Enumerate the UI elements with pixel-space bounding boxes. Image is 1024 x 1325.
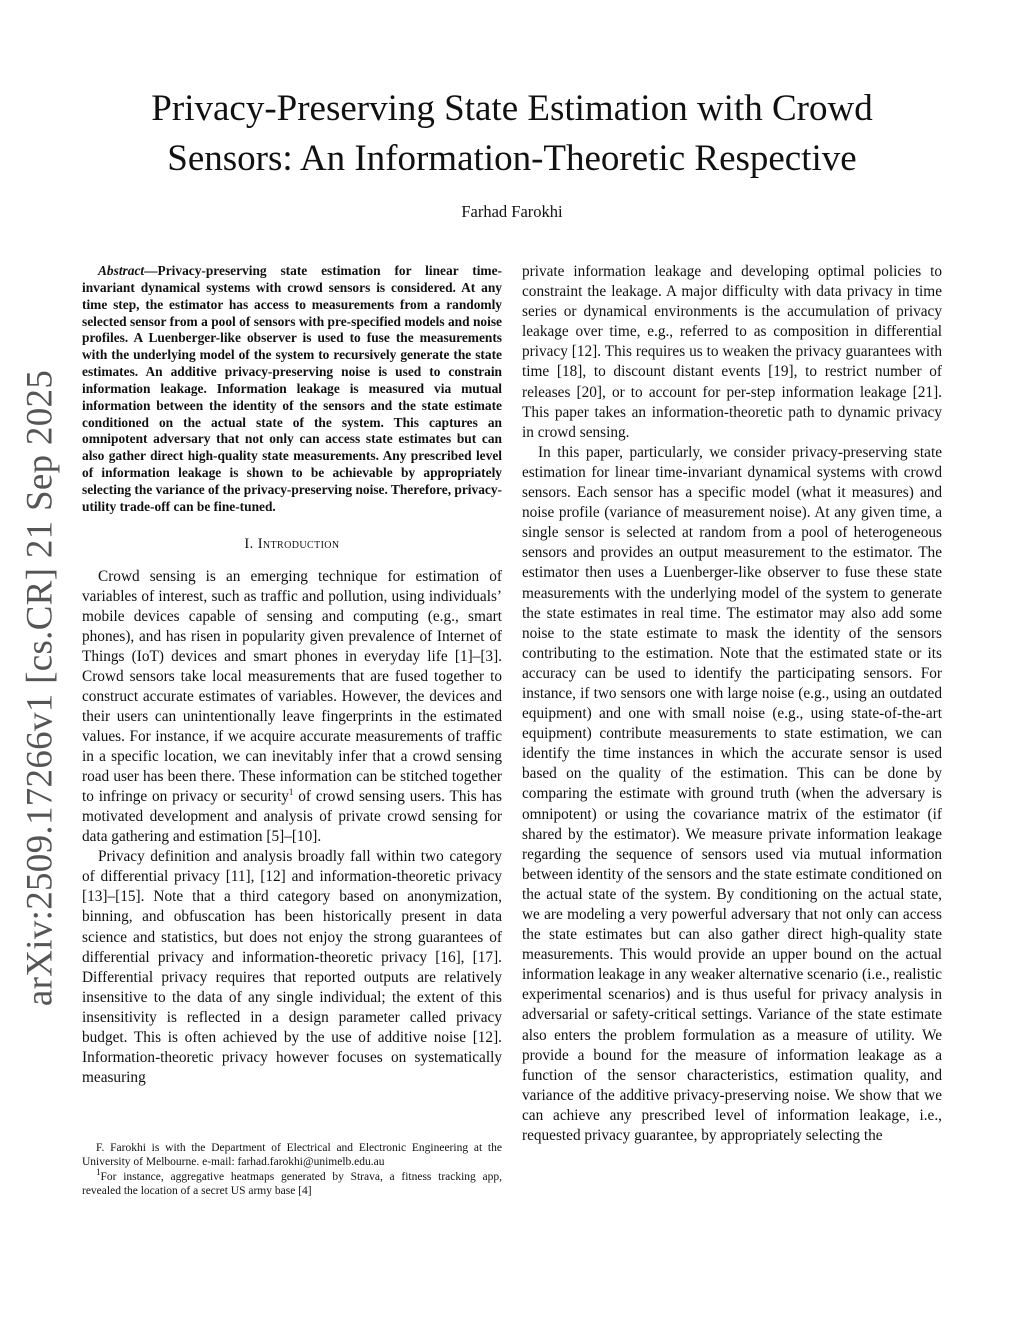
abstract-label: Abstract xyxy=(98,263,145,278)
footnote-1-text: For instance, aggregative heatmaps generated by Strava, a fitness tracking app, revealed the location of a secret US army base [4] xyxy=(82,1170,502,1197)
paper-title xyxy=(80,84,944,184)
section-title: Introduction xyxy=(257,535,340,552)
intro-paragraph-4: In this paper, particularly, we consider privacy-preserving state estimation for linear time-invariant dynamical systems with crowd sensors. Each sensor has a specific model (what it measures) and noise profile (variance of measurement noise). At any given time, a single sensor is selected at random from a pool of heterogeneous sensors and provides an output measurement to the estimator. The estimator then uses a Luenberger-like observer to fuse these state measurements with the underlying model of the system to generate the state estimates in real time. The estimator may also add some noise to the state estimate to mask the identity of the sensors contributing to the estimation. Note that the estimated state or its accuracy can be used to identify the participating sensors. For instance, if two sensors one with large noise (e.g., using an outdated equipment) and one with small noise (e.g., using state-of-the-art equipment) contribute measurements to state estimation, we can identify the time instances in which the accurate sensor is used based on the quality of the estimation. This can be done by comparing the estimate with ground truth (when the adversary is omnipotent) or using the covariance matrix of the estimator (if shared by the estimator). We measure private information leakage regarding the sequence of sensors used via mutual information between identity of the sensors and the state estimate conditioned on the actual state of the system. By conditioning on the actual state, we are modeling a very powerful adversary that not only can access the state estimates but can also gather direct high-quality state measurements. This would provide an upper bound on the actual information leakage in any weaker alternative scenario (i.e., realistic experimental scenarios) and is thus useful for privacy analysis in adversarial or safety-critical settings. Variance of the state estimate also enters the problem formulation as a measure of utility. We provide a bound for the measure of information leakage as a function of the sensor characteristics, estimation quality, and variance of the additive privacy-preserving noise. We show that we can achieve any prescribed level of information leakage, i.e., requested privacy guarantee, by appropriately selecting the xyxy=(522,443,942,1145)
intro-paragraph-1 xyxy=(82,567,502,848)
title-line-1: Privacy-Preserving State Estimation with Crowd xyxy=(151,88,873,129)
arxiv-identifier-stamp: arXiv:2509.17266v1 [cs.CR] 21 Sep 2025 xyxy=(19,369,61,1007)
right-column xyxy=(522,262,942,1146)
footnotes xyxy=(82,1141,502,1198)
affiliation-footnote: F. Farokhi is with the Department of Electrical and Electronic Engineering at the University of Melbourne. e-mail: farhad.farokhi@unimelb.edu.au xyxy=(82,1142,502,1169)
intro-p1-text-b: of crowd sensing users. This has motivated development and analysis of private crowd sensing for data gathering and estimation [5]–[10]. xyxy=(82,788,502,846)
abstract xyxy=(82,263,502,516)
footnote-ref-1: 1 xyxy=(288,787,294,798)
section-number: I. xyxy=(244,535,258,552)
section-heading-introduction xyxy=(82,536,502,553)
abstract-text: —Privacy-preserving state estimation for linear time-invariant dynamical systems with crowd sensors is considered. At any time step, the estimator has access to measurements from a randomly selected sensor from a pool of sensors with pre-specified models and noise profiles. A Luenberger-like observer is used to fuse the measurements with the underlying model of the system to recursively generate the state estimates. An additive privacy-preserving noise is used to constrain information leakage. Information leakage is measured via mutual information between the identity of the sensors and the state estimate conditioned on the actual state of the system. This captures an omnipotent adversary that not only can access state estimates but can also gather direct high-quality state measurements. Any prescribed level of information leakage is shown to be achievable by appropriately selecting the variance of the privacy-preserving noise. Therefore, privacy-utility trade-off can be fine-tuned. xyxy=(82,263,502,514)
left-column xyxy=(82,263,502,1088)
intro-paragraph-2: Privacy definition and analysis broadly fall within two category of differential privacy [11], [12] and information-theoretic privacy [13]–[15]. Note that a third category based on anonymization, binning, and obfuscation has been historically present in data science and statistics, but does not enjoy the strong guarantees of differential privacy and information-theoretic privacy [16], [17]. Differential privacy requires that reported outputs are relatively insensitive to the data of any single individual; the extent of this insensitivity is reflected in a design parameter called privacy budget. This is often achieved by the use of additive noise [12]. Information-theoretic privacy however focuses on systematically measuring xyxy=(82,848,502,1086)
footnote-1 xyxy=(82,1166,502,1199)
footnote-1-mark: 1 xyxy=(96,1166,101,1177)
intro-paragraph-3: private information leakage and developing optimal policies to constraint the leakage. A major difficulty with data privacy in time series or dynamical environments is the accumulation of privacy leakage over time, e.g., referred to as composition in differential privacy [12]. This requires us to weaken the privacy guarantees with time [18], to discount distant events [19], to restrict number of releases [20], or to account for per-step information leakage [21]. This paper takes an information-theoretic path to dynamic privacy in crowd sensing. xyxy=(522,263,942,441)
intro-p1-text-a: Crowd sensing is an emerging technique for estimation of variables of interest, such as traffic and pollution, using individuals’ mobile devices capable of sensing and computing (e.g., smart phones), and has risen in popularity given prevalence of Internet of Things (IoT) devices and smart phones in everyday life [1]–[3]. Crowd sensors take local measurements that are fused together to construct accurate estimates of variables. However, the devices and their users can unintentionally leave fingerprints in the estimated values. For instance, if we acquire accurate measurements of traffic in a specific location, we can inevitably infer that a crowd sensing road user has been there. These information can be stitched together to infringe on privacy or security xyxy=(82,567,502,806)
author-name: Farhad Farokhi xyxy=(461,202,563,221)
title-line-2: Sensors: An Information-Theoretic Respective xyxy=(167,138,857,179)
